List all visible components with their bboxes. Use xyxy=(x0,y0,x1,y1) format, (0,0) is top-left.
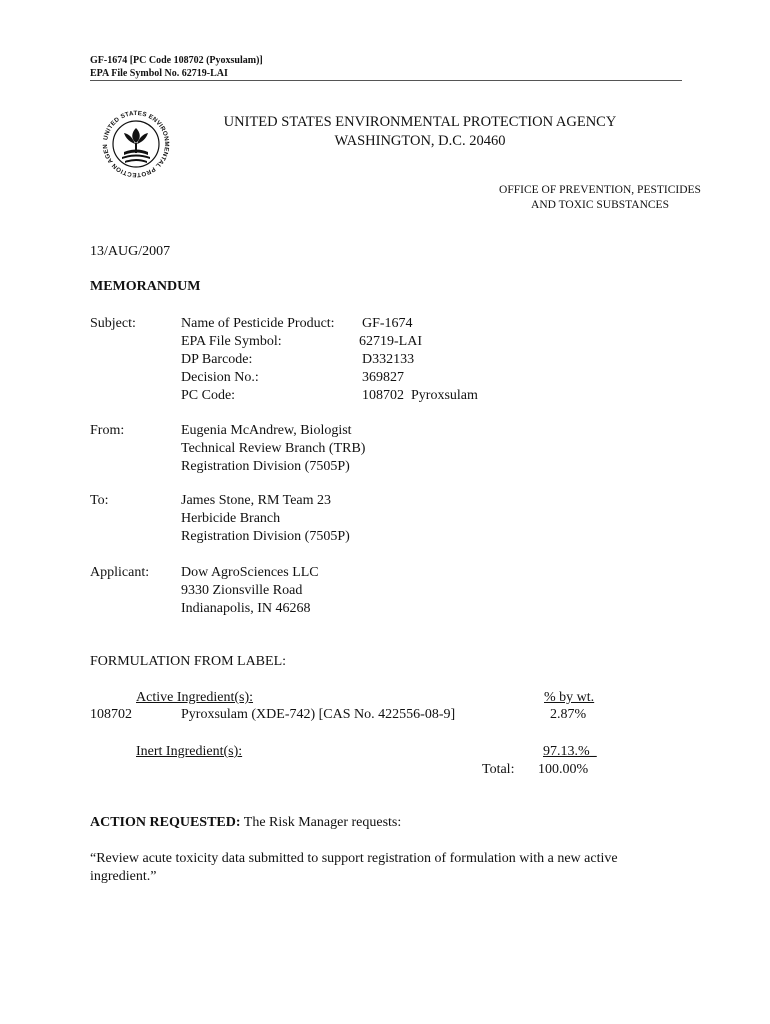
to-line: Registration Division (7505P) xyxy=(181,529,350,544)
subject-field-value: GF-1674 xyxy=(362,316,413,331)
subject-field-value: 62719-LAI xyxy=(359,334,422,349)
applicant-label: Applicant: xyxy=(90,565,150,580)
to-block xyxy=(181,492,350,546)
subject-field-label: Name of Pesticide Product: xyxy=(181,316,335,331)
from-line: Technical Review Branch (TRB) xyxy=(181,441,366,456)
applicant-line: Indianapolis, IN 46268 xyxy=(181,601,311,616)
subject-field-value: D332133 xyxy=(362,352,415,367)
from-block xyxy=(181,422,365,476)
applicant-line: 9330 Zionsville Road xyxy=(181,583,303,598)
to-line: Herbicide Branch xyxy=(181,511,281,526)
active-ingredient-percent: 2.87% xyxy=(550,707,587,722)
subject-field-label: PC Code: xyxy=(181,388,236,403)
subject-fields xyxy=(181,315,335,405)
formulation-heading: FORMULATION FROM LABEL: xyxy=(90,654,287,669)
subject-field-value: 369827 xyxy=(362,370,404,385)
from-line: Registration Division (7505P) xyxy=(181,459,350,474)
office-line-1: OFFICE OF PREVENTION, PESTICIDES xyxy=(499,184,701,196)
header-line-1: GF-1674 [PC Code 108702 (Pyoxsulam)] xyxy=(90,55,263,66)
to-line: James Stone, RM Team 23 xyxy=(181,493,332,508)
header-divider xyxy=(90,80,682,81)
memo-date: 13/AUG/2007 xyxy=(90,244,171,259)
inert-ingredient-heading: Inert Ingredient(s): xyxy=(136,744,243,759)
from-label: From: xyxy=(90,423,125,438)
subject-field-label: DP Barcode: xyxy=(181,352,253,367)
action-quote-line: ingredient.” xyxy=(90,869,157,884)
memo-title: MEMORANDUM xyxy=(90,279,201,294)
office-block xyxy=(470,183,730,213)
from-line: Eugenia McAndrew, Biologist xyxy=(181,423,352,438)
applicant-line: Dow AgroSciences LLC xyxy=(181,565,319,580)
total-percent: 100.00% xyxy=(538,762,589,777)
active-ingredient-name: Pyroxsulam (XDE-742) [CAS No. 422556-08-9] xyxy=(181,707,456,722)
subject-field-label: EPA File Symbol: xyxy=(181,334,282,349)
seal-ring-text: UNITED STATES ENVIRONMENTAL PROTECTION AGEN xyxy=(101,109,171,179)
action-quote xyxy=(90,850,618,886)
percent-by-weight-heading: % by wt. xyxy=(544,690,595,705)
action-label: ACTION REQUESTED: xyxy=(90,815,241,830)
to-label: To: xyxy=(90,493,109,508)
action-text: The Risk Manager requests: xyxy=(243,815,402,830)
subject-label: Subject: xyxy=(90,316,136,331)
subject-field-label: Decision No.: xyxy=(181,370,259,385)
active-ingredient-code: 108702 xyxy=(90,707,132,722)
applicant-block xyxy=(181,564,319,618)
epa-seal-icon xyxy=(98,106,174,182)
header-line-2: EPA File Symbol No. 62719-LAI xyxy=(90,68,228,79)
inert-ingredient-percent: 97.13.%_ xyxy=(543,744,597,759)
action-quote-line: “Review acute toxicity data submitted to support registration of formulation with a new active xyxy=(90,851,618,866)
agency-name: UNITED STATES ENVIRONMENTAL PROTECTION AGENCY xyxy=(223,114,617,130)
office-line-2: AND TOXIC SUBSTANCES xyxy=(531,199,669,211)
subject-field-value: 108702 Pyroxsulam xyxy=(362,388,478,403)
action-requested xyxy=(90,814,401,832)
doc-header xyxy=(90,54,263,80)
agency-city: WASHINGTON, D.C. 20460 xyxy=(334,133,506,149)
subject-values xyxy=(359,315,478,405)
total-label: Total: xyxy=(482,762,515,777)
active-ingredient-heading: Active Ingredient(s): xyxy=(136,690,254,705)
agency-heading xyxy=(170,113,670,151)
